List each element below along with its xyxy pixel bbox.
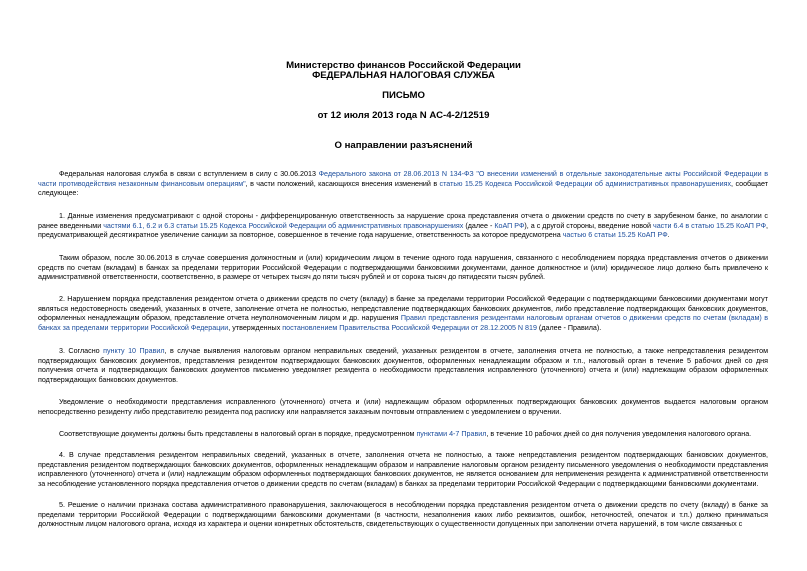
ministry-title: Министерство финансов Российской Федерации — [286, 60, 521, 71]
paragraph-text: 1. Данные изменения предусматривают с одной стороны - дифференцированную ответственность за нарушение срока представления отчета о движении средств по счету в зарубежном банке, по аналогии с ранее введенными — [38, 212, 768, 230]
paragraph-text: Федеральная налоговая служба в связи с вступлением в силу с 30.06.2013 — [59, 170, 319, 178]
paragraph-4 — [38, 451, 768, 489]
paragraph-intro — [38, 170, 768, 199]
paragraph-2 — [38, 295, 768, 333]
paragraph-text: 4. В случае представления резидентом неправильных сведений, указанных в отчете, заполнения отчета не полностью, а также непредставления резидентом подтверждающих банковских документов, представления резидентом подтверждающих банковских документов, оформленных ненадлежащим образом и направление налоговым органом резиденту письменного уведомления о необходимости представления исправленного (уточненного) отчета и (или) надлежащим образом оформленных подтверждающих банковских документов, не является основанием для неприменения резидента к административной ответственности за несоблюдение установленного порядка представления отчетов о движении средств по счетам (вкладам) в банках за пределами территории Российской Федерации с подтверждающими банковскими документами. — [38, 451, 768, 488]
paragraph-text: Уведомление о необходимости представления исправленного (уточненного) отчета и (или) надлежащим образом оформленных подтверждающих банковских документов выдается налоговым органом непосредственно резиденту либо представителю резидента под расписку или направляется заказным почтовым отправлением с уведомлением о вручении. — [38, 398, 768, 416]
legal-reference-link[interactable]: части 6.4 в статью 15.25 КоАП РФ — [652, 221, 766, 230]
legal-reference-link[interactable]: постановлением Правительства Российской Федерации от 28.12.2005 N 819 — [282, 323, 537, 332]
document-type: ПИСЬМО — [382, 90, 425, 101]
paragraph-3 — [38, 347, 768, 385]
paragraph-text: . — [667, 231, 670, 240]
legal-reference-link[interactable]: статью 15.25 Кодекса Российской Федерации об административных правонарушениях — [439, 179, 732, 188]
paragraph-3-notification — [38, 398, 768, 417]
legal-reference-link[interactable]: КоАП РФ — [494, 221, 525, 230]
paragraph-text: , сообщает следующее: — [38, 179, 768, 198]
paragraph-text: ), а с другой стороны, введение новой — [524, 221, 653, 230]
paragraph-text: (далее - — [463, 221, 495, 230]
paragraph-text: , в течение 10 рабочих дней со дня получения уведомления налогового органа. — [486, 430, 752, 438]
paragraph-text: , в случае выявления налоговым органом неправильных сведений, указанных резидентом в отчете, заполнения отчета не полностью, а также непредставления резидентом подтверждающих банковских документов, представления резидентом подтверждающих банковских документов, оформленных ненадлежащим образом и т.п., налоговый орган в течение 5 рабочих дней со дня получения отчета и подтверждающих банковских документов письменно уведомляет резидента о необходимости представления исправленного (уточненного) отчета и (или) надлежащим образом оформленных подтверждающих банковских документов. — [38, 347, 769, 384]
legal-reference-link[interactable]: пункту 10 Правил — [103, 347, 165, 355]
paragraph-text: Соответствующие документы должны быть представлены в налоговый орган в порядке, предусмотренном — [59, 430, 417, 438]
paragraph-text: 2. Нарушением порядка представления резидентом отчета о движении средств по счету (вкладу) в банке за пределами территории Российской Федерации с подтверждающими банковскими документами могут являться недостоверность сведений, указанных в отчете, заполнение отчета не полностью, непредставление подтверждающих банковских документов, либо представление подтверждающих банковских документов, оформленных ненадлежащим образом, представление отчета неуполномоченным лицом и др. нарушения — [38, 295, 768, 323]
paragraph-text: 5. Решение о наличии признака состава административного правонарушения, заключающегося в несоблюдении порядка представления резидентом отчета о движении средств по счету (вкладу) в банке за пределами территории Российской Федерации с подтверждающими банковскими документами (в частности, незаполнения каких либо реквизитов, ошибок, неточностей, опечаток и т.п.) должно приниматься должностным лицом налогового органа, исходя из характера и оценки конкретных обстоятельств, свидетельствующих о существенности допущенных при заполнении отчета нарушений, в том числе связанных с — [38, 501, 768, 529]
legal-reference-link[interactable]: Федерального закона от 28.06.2013 N 134-ФЗ "О внесении изменений в отдельные законодательные акты Российской Федерации в части противодействия незаконным финансовым операциям" — [38, 170, 768, 188]
paragraph-text: Таким образом, после 30.06.2013 в случае совершения должностным и (или) юридическим лицом в течение одного года нарушения, связанного с несоблюдением порядка представления отчетов о движении средств по счетам (вкладам) в банках за пределами территории Российской Федерации с подтверждающими банковскими документами, данное должностное и (или) юридическое лицо должно быть привлечено к административной ответственности, соответственно, в размере от четырех тысяч до пяти тысяч рублей и от сорока тысяч до пятидесяти тысяч рублей. — [38, 254, 768, 282]
paragraph-text: , утвержденных — [228, 323, 283, 332]
paragraph-1-continued — [38, 254, 768, 283]
paragraph-text: (далее - Правила). — [536, 323, 602, 332]
document-date-number: от 12 июля 2013 года N АС-4-2/12519 — [317, 110, 490, 121]
document-subject: О направлении разъяснений — [334, 140, 473, 151]
paragraph-text: 3. Согласно — [59, 347, 104, 355]
legal-reference-link[interactable]: пунктами 4-7 Правил — [416, 430, 487, 438]
paragraph-text: , в части положений, касающихся внесения изменений в — [245, 179, 440, 188]
legal-reference-link[interactable]: частями 6.1, 6.2 и 6.3 статьи 15.25 Кодекса Российской Федерации об административных правонарушениях — [103, 221, 464, 230]
paragraph-1 — [38, 212, 768, 241]
legal-reference-link[interactable]: Правил представления резидентами налоговым органам отчетов о движении средств по счетам (вкладам) в банках за пределами территории Российской Федерации — [38, 314, 768, 332]
paragraph-text: , предусматривающей десятикратное увеличение санкции за повторное, совершенное в течение года нарушение, ответственность за которое предусмотрена — [38, 221, 768, 240]
paragraph-3-deadline — [38, 430, 768, 440]
paragraph-5 — [38, 501, 768, 530]
legal-reference-link[interactable]: частью 6 статьи 15.25 КоАП РФ — [562, 231, 668, 240]
service-title: ФЕДЕРАЛЬНАЯ НАЛОГОВАЯ СЛУЖБА — [312, 70, 495, 81]
